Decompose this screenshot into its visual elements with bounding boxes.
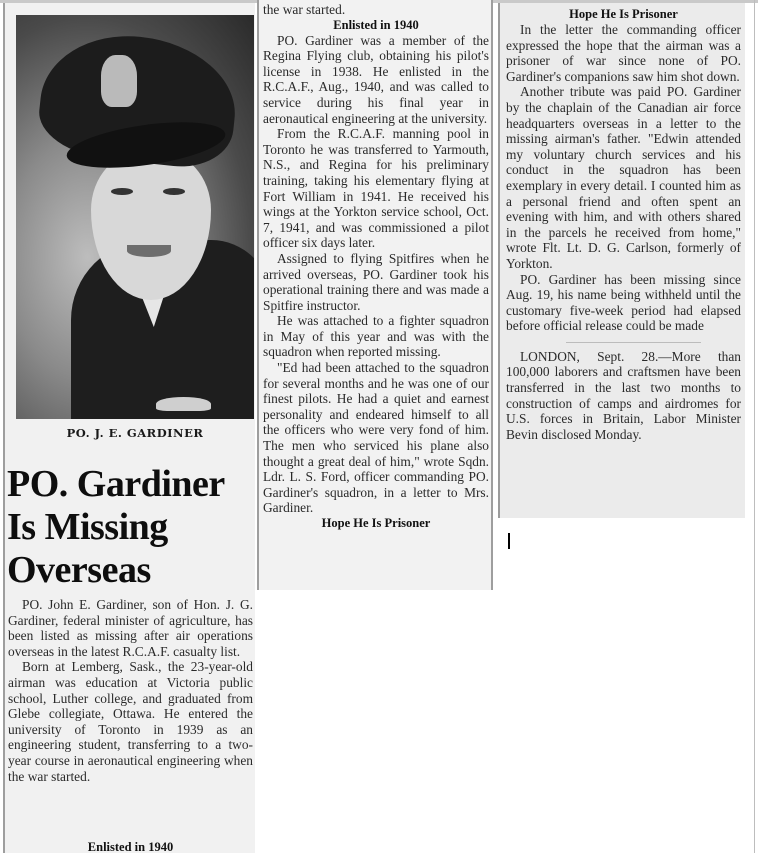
cap-badge-icon — [101, 55, 137, 107]
pilot-wings-icon — [156, 397, 211, 411]
paragraph: PO. Gardiner has been missing since Aug. 19, his name being withheld until the customary five-week period had elapsed before official release could be made — [506, 271, 741, 334]
portrait-photo — [16, 15, 254, 419]
subhead-enlisted: Enlisted in 1940 — [333, 17, 419, 32]
headline-line-1: PO. Gardiner — [7, 463, 225, 505]
news-brief: LONDON, Sept. 28.—More than 100,000 laborers and craftsmen have been transferred in the last two months to construction of camps and airdromes for U.S. forces in Britain, Labor Minister Bevin disclosed Monday. — [506, 348, 741, 442]
column-rule — [491, 0, 493, 590]
headline-line-2: Is Missing — [7, 506, 168, 548]
clipping-panel-3 — [498, 3, 745, 518]
right-edge-rule — [754, 0, 755, 853]
divider — [566, 342, 701, 343]
lead-fragment: the war started. — [263, 2, 346, 17]
column-1-body — [8, 597, 253, 784]
headline-line-3: Overseas — [7, 549, 151, 591]
paragraph: "Ed had been attached to the squadron for several months and he was one of our finest pilots. He had a quiet and earnest personality and endeared himself to all the officers who were very fond of him. The men who serviced his plane also thought a great deal of him," wrote Sqdn. Ldr. L. S. Ford, officer commanding PO. Gardiner's squadron, in a letter to Mrs. Gardiner. — [263, 360, 489, 516]
paragraph: PO. John E. Gardiner, son of Hon. J. G. Gardiner, federal minister of agriculture, has been listed as missing after air operations overseas in the latest R.C.A.F. casualty list. — [8, 597, 253, 659]
subhead-prisoner: Hope He Is Prisoner — [321, 516, 431, 530]
paragraph: In the letter the commanding officer expressed the hope that the airman was a prisoner of war since none of PO. Gardiner's companions saw him shot down. — [506, 22, 741, 84]
paragraph: From the R.C.A.F. manning pool in Toronto he was transferred to Yarmouth, N.S., and Regina for his preliminary training, taking his elementary flying at Fort William in 1941. He received his wings at the Yorkton service school, Oct. 7, 1941, and was commissioned a pilot officer six days later. — [263, 126, 489, 251]
column-rule — [3, 3, 5, 853]
clipping-panel-1 — [3, 3, 255, 853]
column-3-body — [506, 7, 741, 442]
clipping-panel-2 — [257, 0, 493, 590]
column-rule — [257, 0, 259, 590]
photo-caption: PO. J. E. GARDINER — [66, 426, 204, 440]
paragraph: Born at Lemberg, Sask., the 23-year-old airman was education at Victoria public school, Luther college, and graduated from Glebe collegiate, Ottawa. He entered the university of Toronto in 1939 as an engineering student, transferring to a two-year course in aeronautical engineering when the war started. — [8, 659, 253, 784]
paragraph: Assigned to flying Spitfires when he arrived overseas, PO. Gardiner took his operational training there and was made a Spitfire instructor. — [263, 250, 489, 313]
column-rule — [498, 3, 500, 518]
subhead-enlisted: Enlisted in 1940 — [87, 840, 174, 853]
subhead-prisoner: Hope He Is Prisoner — [569, 7, 678, 21]
paragraph: Another tribute was paid PO. Gardiner by the chaplain of the Canadian air force headquarters overseas in a letter to the missing airman's father. "Edwin attended my voluntary church services and his conduct in the squadron has been exemplary in every detail. I counted him as a personal friend and often spent an evening with him, and with others shared in the parcels he received from home," wrote Flt. Lt. D. G. Carlson, formerly of Yorkton. — [506, 84, 741, 271]
column-2-body — [263, 2, 489, 531]
headline — [7, 463, 255, 592]
paragraph: PO. Gardiner was a member of the Regina Flying club, obtaining his pilot's license in 1938. He enlisted in the R.C.A.F., Aug., 1940, and was called to service during his final year in aeronautical engineering at the university. — [263, 32, 489, 126]
paragraph: He was attached to a fighter squadron in May of this year and was with the squadron when reported missing. — [263, 313, 489, 360]
text-cursor — [508, 533, 510, 549]
